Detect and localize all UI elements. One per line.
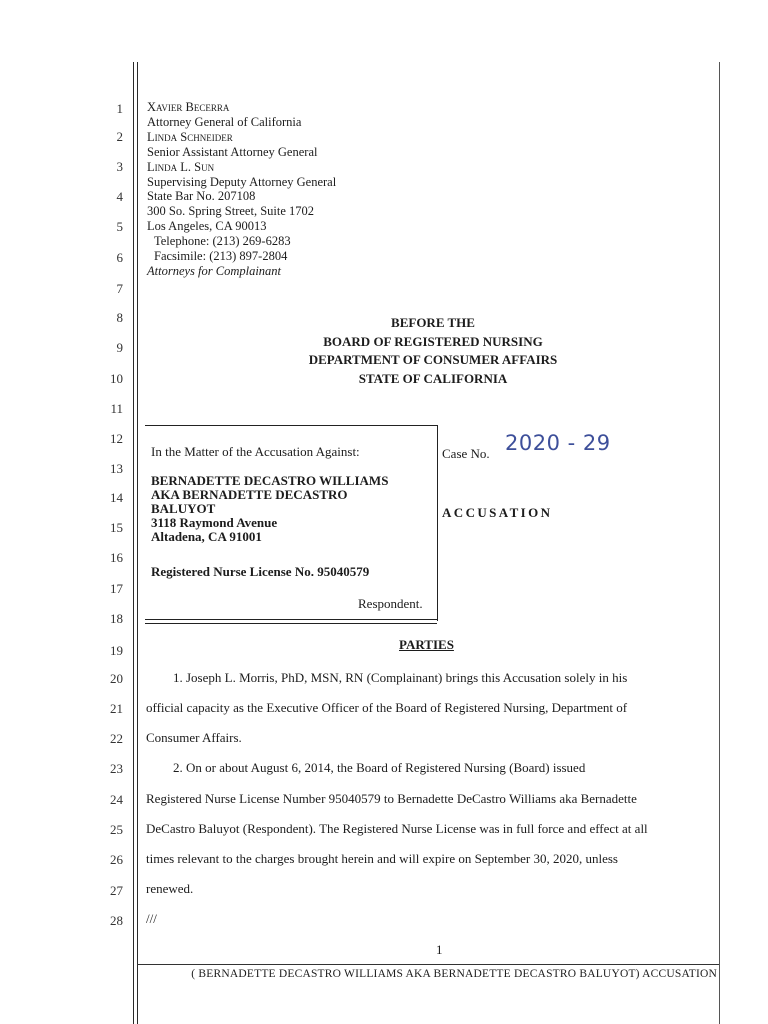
body-line: renewed. [146,881,194,896]
caption-border-right [437,425,438,621]
line-number: 28 [110,913,123,928]
line-number: 12 [110,431,123,446]
line-number: 24 [110,792,123,807]
left-margin-rule-inner [137,62,138,1024]
line-number: 18 [110,611,123,626]
caption-border-top [145,425,437,426]
body-line: Registered Nurse License Number 95040579 to Bernadette DeCastro Williams aka Bernadette [146,791,637,806]
caption-border-bottom [145,619,437,620]
line-number: 9 [116,340,123,355]
right-margin-rule [719,62,720,1024]
body-line: official capacity as the Executive Officer of the Board of Registered Nursing, Department of [146,700,628,715]
body-line: 2. On or about August 6, 2014, the Board of Registered Nursing (Board) issued [173,760,586,775]
tribunal-heading [280,314,586,388]
line-number: 3 [116,159,123,174]
heading-line: BEFORE THE [391,315,475,330]
attorney-name: Xavier Becerra [147,100,230,114]
attorney-name: Linda L. Sun [147,159,215,174]
line-number: 20 [110,671,123,686]
respondent-address: Altadena, CA 91001 [151,529,262,544]
attorney-title: Attorney General of California [147,114,302,129]
line-number: 17 [110,581,123,596]
document-title: ACCUSATION [442,505,553,520]
body-line: times relevant to the charges brought herein and will expire on September 30, 2020, unless [146,851,618,866]
line-number: 2 [116,129,123,144]
line-number: 7 [116,281,123,296]
heading-line: STATE OF CALIFORNIA [358,370,508,386]
respondent-name-line: BERNADETTE DECASTRO WILLIAMS [151,473,389,488]
attorney-name: Linda Schneider [147,129,233,144]
heading-line: DEPARTMENT OF CONSUMER AFFAIRS [308,352,558,367]
attorney-title: Senior Assistant Attorney General [147,144,318,159]
attorney-role: Attorneys for Complainant [147,263,282,278]
footer-rule [137,964,719,965]
line-number: 11 [110,401,123,416]
caption-border-bottom-double [145,623,437,624]
line-number: 25 [110,822,123,837]
line-number: 4 [116,189,123,204]
telephone: Telephone: (213) 269-6283 [154,234,291,249]
line-number: 1 [116,101,123,116]
license-number: Registered Nurse License No. 95040579 [151,564,370,579]
respondent-block [151,474,388,544]
line-number: 14 [110,490,123,505]
line-number: 23 [110,761,123,776]
left-margin-rule [133,62,134,1024]
line-number: 8 [116,310,123,325]
respondent-address: 3118 Raymond Avenue [151,515,278,530]
line-number: 16 [110,550,123,565]
line-number: 22 [110,731,123,746]
address-line: Los Angeles, CA 90013 [147,219,267,234]
respondent-name-line: BALUYOT [151,501,216,516]
respondent-label: Respondent. [358,596,423,611]
section-title: PARTIES [399,637,454,652]
address-line: 300 So. Spring Street, Suite 1702 [147,204,315,219]
attorney-title: Supervising Deputy Attorney General [147,174,337,189]
case-number-handwritten: 2020 - 29 [505,431,611,455]
body-line: DeCastro Baluyot (Respondent). The Registered Nurse License was in full force and effect at all [146,821,648,836]
page-number: 1 [436,942,443,957]
body-line: 1. Joseph L. Morris, PhD, MSN, RN (Complainant) brings this Accusation solely in his [173,670,628,685]
case-number-label: Case No. [442,446,490,461]
line-number: 19 [110,643,123,658]
state-bar-number: State Bar No. 207108 [147,189,256,204]
line-number: 21 [110,701,123,716]
body-line: Consumer Affairs. [146,730,242,745]
line-number: 5 [116,219,123,234]
body-line: /// [146,911,157,926]
line-number: 6 [116,250,123,265]
attorney-block [147,100,336,279]
matter-text: In the Matter of the Accusation Against: [151,444,360,459]
line-number: 13 [110,461,123,476]
respondent-name-line: AKA BERNADETTE DECASTRO [151,487,348,502]
line-number: 27 [110,883,123,898]
facsimile: Facsimile: (213) 897-2804 [154,249,288,264]
heading-line: BOARD OF REGISTERED NURSING [323,333,543,349]
line-number: 10 [110,371,123,386]
line-number: 15 [110,520,123,535]
line-number: 26 [110,852,123,867]
footer-title: ( BERNADETTE DECASTRO WILLIAMS AKA BERNADETTE DECASTRO BALUYOT) ACCUSATION [191,968,717,980]
